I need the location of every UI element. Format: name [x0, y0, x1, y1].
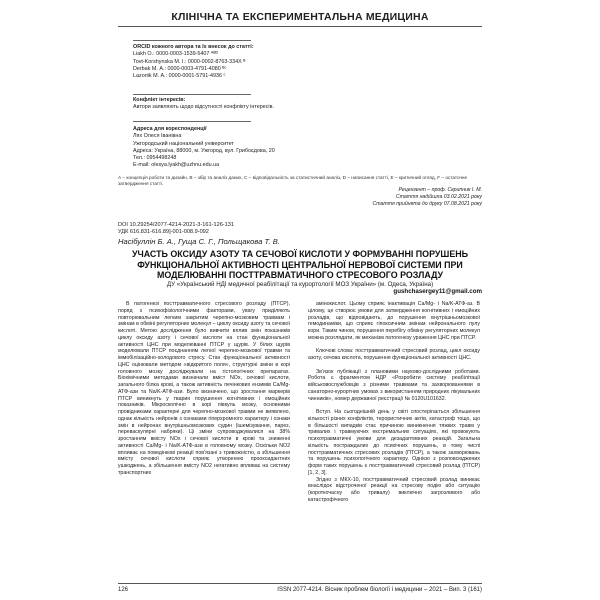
article-ids — [118, 222, 478, 237]
research-link: Зв'язок публікації з плановими науково-дослідними роботами. Робота є фрагментом НДР «Розробити систему реабілітації військовослужбовців з різними травмами та захворюваннями в санаторно-курортних умовах з використанням природних лікувальних чинників», номер державної реєстрації № 0120U101632. — [308, 368, 480, 402]
contribution-footnote: А – концепція роботи та дизайн, B – збір та аналіз даних, C – відповідальність за статистичний аналіз, D – написання статті, E – критичний огляд, F – остаточне затвердження статті. — [118, 175, 468, 187]
conflict-text: Автори заявляють щодо відсутності конфлікту інтересів. — [133, 104, 274, 111]
author-email: gushchasergey11@gmail.com — [393, 288, 482, 295]
correspondence-line: Тел.: 0954498248 — [133, 155, 177, 162]
correspondence-line: Лях Олеся Іванівна — [133, 133, 182, 140]
orcid-block — [133, 44, 433, 80]
conflict-block — [133, 97, 433, 112]
body-paragraph: Згідно з МКХ-10, посттравматичний стресовий розлад виникає внаслідок відстроченої реакції на стресову подію або ситуацію (короткочасну або тривалу) виключно загрозливого або катастрофічного — [308, 476, 480, 503]
keywords: Ключові слова: посттравматичний стресовий розлад, цикл оксиду азоту, сечова кислота, порушення функціональної активності ЦНС. — [308, 348, 480, 362]
affiliation: ДУ «Український НДІ медичної реабілітації та курортології МОЗ України» (м. Одеса, Україна) — [166, 281, 434, 288]
article-title: УЧАСТЬ ОКСИДУ АЗОТУ ТА СЕЧОВОЇ КИСЛОТИ У ФОРМУВАННІ ПОРУШЕНЬ ФУНКЦІОНАЛЬНОЇ АКТИВНОСТІ ЦЕНТРАЛЬНОЇ НЕРВОВОЇ СИСТЕМИ ПРИ МОДЕЛЮВАННІ ПОСТТРАВМАТИЧНОГО СТРЕСОВОГО РОЗЛАДУ — [131, 249, 469, 281]
conflict-title: Конфлікт інтересів: — [133, 97, 186, 103]
correspondence-divider — [133, 121, 251, 122]
abstract-continuation: амінокислот. Цьому сприяє інактивація Ca/Mg- і Na/K-АТФ-аз. В цілому, це створює умови для затвердження когнітивних і емоційних розладів, що відповідають, до порушення внутрішньомозкової гемодинаміки, що сприяє гіпоксичним змінам нейронального пулу кори. Таким чином, порушення перебігу обміну регуляторних молекул можна розглядати, як механізм патогенезу ураження ЦНС при ПТСР. — [308, 301, 480, 341]
correspondence-email: E-mail: olesya.lyakh@uzhnu.edu.ua — [133, 162, 220, 169]
journal-header: КЛІНІЧНА ТА ЕКСПЕРИМЕНТАЛЬНА МЕДИЦИНА — [171, 11, 429, 23]
review-info — [182, 187, 482, 207]
orcid-line: Tovt-Korshynska М. І.: 0000-0002-8763-334X ᴮ — [133, 58, 246, 65]
orcid-title: ORCID кожного автора та їх внесок до статті: — [133, 44, 254, 50]
authors: Насібуллін Б. А., Гуща С. Г., Польщакова Т. В. — [118, 237, 280, 246]
left-column — [118, 301, 290, 477]
correspondence-block — [133, 126, 433, 170]
right-column — [308, 301, 480, 504]
udk: УДК 616.831-616.89]-001-008.9-092 — [118, 229, 209, 236]
conflict-divider — [133, 94, 251, 95]
doi: DOI 10.29254/2077-4214-2021-3-161-126-131 — [118, 222, 235, 228]
journal-footer: ISSN 2077-4214. Вісник проблем біології і медицини – 2021 – Вип. 3 (161) — [277, 587, 482, 593]
introduction-paragraph: Вступ. На сьогоднішній день у світі спостерігається збільшення кількості різних конфліктів, терористичних актів, катастроф тощо, що в більшості випадків стає причиною виникнення тяжких травм у тривалих і травмуючих екстремальних ситуаціях, які провокують психотравматичні умови для дезадаптивних реакцій. Загальна кількість постраждалих до психічних порушень, в тому числі посттравматичних стресових розладів (ПТСР), а також захворювань та порушень психологічного характеру. Однією з розповсюджених форм таких порушень є посттравматичний стресовий розлад (ПТСР) [1, 2, 3]. — [308, 409, 480, 476]
abstract-paragraph: В патогенезі посттравматичного стресового розладу (ПТСР), поряд з психофізіологічними факторами, увагу приділяють повторювальним легким закритим черепно-мозковим травмам і змінам в обміні регуляторних молекул – циклу оксиду азоту та сечової кислоті. Метою дослідження було вивчити вплив змін показників циклу оксиду азоту і сечової кислоти на стан функціональної активності ЦНС при моделюванні ПТСР у щурів. У білих щурів моделювали ПТСР поєднанням легкої черепно-мозкової травми та іммобілізаційно-холодового стресу. Стан функціональної активності ЦНС оцінювали методом «відкритого поля», структурні зміни в корі головного мозку досліджували на гістологічних препаратах. Біохімічними методами визначали вміст NOx, сечової кислоти, загального білка крові, а також активність печінкових ензимів Ca/Mg-АТФ-ази та Na/K-АТФ-ази. Було визначено, що зростання маркерів ПТСР виникнуть у тварин порушення когнітивних і емоційних показників. Мікроскопічно в корі півкуль мозку, основними провідниками характерні для черепно-мозкової травми не виявлено, однак кількість нейронів з ознаками гіперхромного характеру і ознаки змін в нейронах внутрішньомозкових судин (ішемізування, парез, переваскулярні набряки). Ці зміни супроводжувалися на 38% зростанням вмісту NOx і сечової кислоти в крові та зниженні активності Ca/Mg- і Na/K-АТФ-ази в головному мозку. Оскільки NO2 впливає на поведінкові реакції пов'язані з тривожністю, а збільшення вмісту сечової кислоти сприяє утворенню прооксидантних ушкоджень, а збільшення вмісту NO2 негативно впливає на систему транспортних — [118, 301, 290, 476]
header-divider — [118, 26, 482, 27]
footer-divider — [118, 583, 482, 584]
orcid-divider — [133, 40, 251, 41]
orcid-line: Lazoriik М. А.: 0000-0001-5791-4936 ᶜ — [133, 73, 226, 80]
page-number: 126 — [118, 587, 129, 593]
correspondence-line: Адреса: Україна, 88000, м. Ужгород, вул. Грибоєдова, 20 — [133, 147, 275, 154]
received-date: Стаття надійшла 03.02.2021 року — [395, 193, 482, 200]
correspondence-line: Ужгородський національний університет — [133, 140, 234, 147]
orcid-line: Derbak М. А.: 0000-0003-4791-4080 ᴮᶜ — [133, 65, 227, 72]
reviewer: Рецензент – проф. Скрипник І. М. — [398, 187, 482, 193]
orcid-line: Liakh О.: 0000-0003-1539-5407 ᴬᴮᴰ — [133, 51, 219, 58]
correspondence-title: Адреса для кореспонденції — [133, 126, 207, 132]
accepted-date: Стаття прийнята до друку 07.08.2021 року — [372, 200, 482, 207]
